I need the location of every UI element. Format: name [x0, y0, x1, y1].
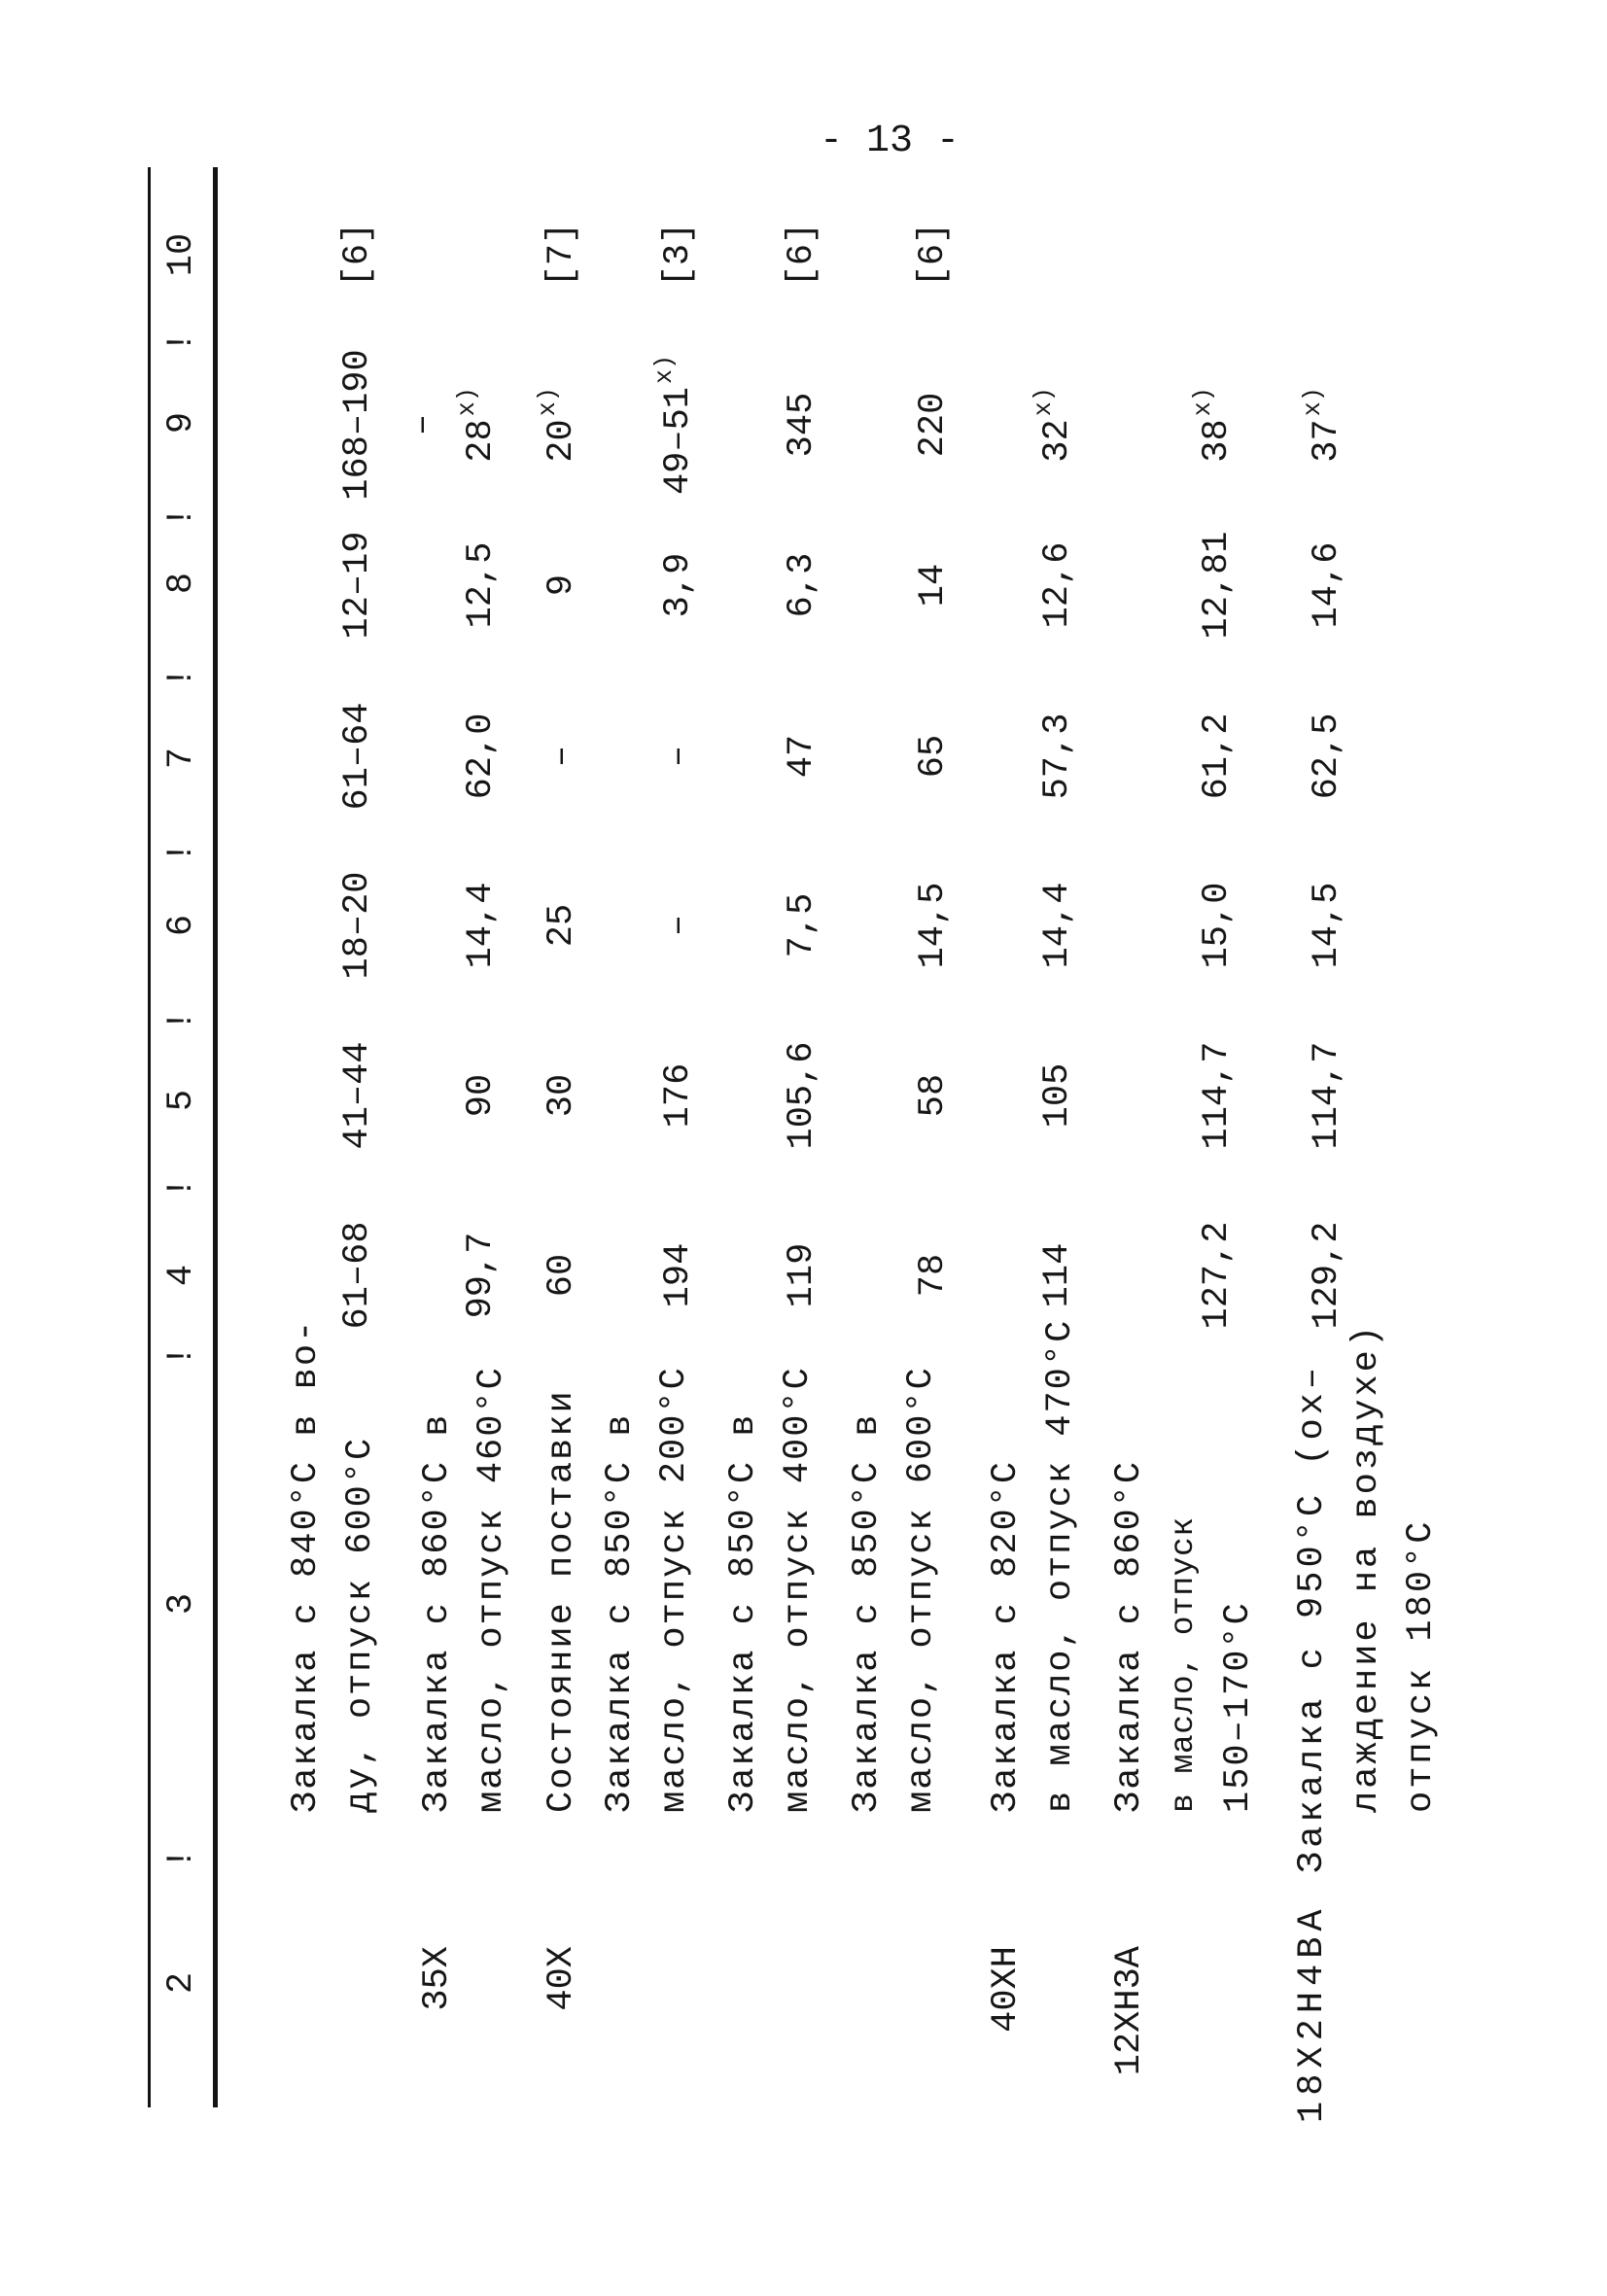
cell-col6: 14,4 [461, 882, 502, 969]
cell-value: 168–190 [337, 349, 378, 501]
cell-col7: 62,5 [1307, 713, 1347, 800]
column-number: 2 [161, 1971, 202, 1995]
treatment-line: лаждение на воздухе) [1346, 1322, 1387, 1813]
cell-col9 [535, 342, 592, 507]
treatment-line: масло, отпуск 200°С [654, 1366, 695, 1813]
cell-col8: 14,6 [1307, 541, 1347, 629]
steel-grade: 18Х2Н4ВА [1292, 1903, 1333, 2123]
treatment-line: масло, отпуск 600°С [901, 1366, 942, 1813]
cell-col4: 99,7 [461, 1232, 502, 1319]
column-separator: ! [161, 666, 202, 689]
cell-col5: 41–44 [337, 1041, 378, 1150]
treatment-line: Закалка с 950°С (ох– [1292, 1363, 1333, 1873]
cell-col6: 14,5 [913, 882, 954, 969]
column-separator: ! [161, 330, 202, 354]
cell-col5: 114,7 [1197, 1041, 1238, 1150]
cell-col6: 15,0 [1197, 882, 1238, 969]
cell-value: 20 [541, 419, 582, 463]
cell-col9 [1190, 342, 1247, 507]
steel-grade: 40ХН [986, 1946, 1027, 2033]
treatment-line: отпуск 180°С [1401, 1518, 1442, 1813]
reference: [3] [658, 222, 699, 288]
cell-col6: 14,5 [1307, 882, 1347, 969]
cell-col4: 119 [782, 1242, 822, 1308]
cell-col9 [906, 342, 961, 507]
treatment-line: Закалка с 860°С в [417, 1412, 458, 1813]
cell-col9 [1300, 342, 1357, 507]
treatment-line: масло, отпуск 400°С [778, 1366, 819, 1813]
column-number-header [155, 0, 209, 2296]
treatment-line: 150–170°С [1218, 1601, 1259, 1813]
column-number: 3 [161, 1592, 202, 1616]
cell-value: 38 [1197, 419, 1238, 463]
column-number: 5 [161, 1089, 202, 1112]
column-separator: ! [161, 505, 202, 529]
cell-col7: – [658, 745, 699, 768]
treatment-line: Закалка с 860°С [1109, 1459, 1150, 1813]
cell-value: 37 [1307, 419, 1347, 463]
cell-col5: 90 [461, 1073, 502, 1118]
cell-col9 [1031, 342, 1088, 507]
cell-col5: 58 [913, 1073, 954, 1118]
dash-mark: – [402, 413, 443, 436]
footnote-mark: x) [453, 387, 481, 417]
treatment-line: масло, отпуск 460°С [472, 1366, 512, 1813]
cell-col5: 114,7 [1307, 1041, 1347, 1150]
treatment-line: Закалка с 850°С в [723, 1412, 764, 1813]
cell-col9 [454, 342, 511, 507]
cell-col7: 65 [913, 734, 954, 779]
cell-col6: 25 [541, 903, 582, 948]
cell-col8: 12,81 [1197, 531, 1238, 640]
cell-col6: 18–20 [337, 871, 378, 980]
cell-col8: 14 [913, 563, 954, 608]
cell-col8: 6,3 [782, 552, 822, 618]
cell-col9 [331, 342, 385, 507]
cell-col8: 12,5 [461, 541, 502, 629]
treatment-line: Закалка с 820°С [986, 1459, 1027, 1813]
treatment-line: ду, отпуск 600°С [340, 1436, 381, 1813]
treatment-line: в масло, отпуск [1166, 1516, 1202, 1813]
cell-col7: 61,2 [1197, 713, 1238, 800]
cell-col8: 12,6 [1037, 541, 1078, 629]
column-number: 8 [161, 572, 202, 595]
cell-col4: 60 [541, 1253, 582, 1298]
treatment-line: в масло, отпуск 470°С [1040, 1318, 1081, 1813]
cell-col4: 61–68 [337, 1221, 378, 1330]
cell-col7: 61–64 [337, 702, 378, 811]
footnote-mark: x) [534, 387, 562, 417]
column-separator: ! [161, 1847, 202, 1870]
cell-col8: 9 [541, 574, 582, 597]
column-separator: ! [161, 1176, 202, 1200]
treatment-line: Закалка с 850°С в [847, 1412, 888, 1813]
column-separator: ! [161, 1009, 202, 1032]
footnote-mark: x) [1299, 387, 1327, 417]
cell-col6: 7,5 [782, 892, 822, 958]
reference: [6] [782, 222, 822, 288]
header-bottom-rule [213, 167, 218, 2107]
cell-value: 32 [1037, 419, 1078, 463]
column-number: 10 [161, 232, 202, 277]
cell-col5: 105 [1037, 1062, 1078, 1129]
footnote-mark: x) [1030, 387, 1058, 417]
column-number: 4 [161, 1264, 202, 1287]
column-number: 7 [161, 747, 202, 770]
cell-col9 [775, 342, 829, 507]
treatment-line: Закалка с 850°С в [600, 1412, 641, 1813]
cell-col6: 14,4 [1037, 882, 1078, 969]
cell-col5: 176 [658, 1062, 699, 1129]
cell-col5: 30 [541, 1073, 582, 1118]
cell-col4: 114 [1037, 1242, 1078, 1308]
cell-col9 [651, 342, 709, 507]
column-separator: ! [161, 1344, 202, 1368]
steel-grade: 40Х [541, 1946, 582, 2011]
cell-value: 49–51 [658, 387, 699, 496]
cell-col4: 127,2 [1197, 1221, 1238, 1330]
cell-value: 345 [782, 392, 822, 458]
cell-col4: 129,2 [1307, 1221, 1347, 1330]
column-number: 6 [161, 914, 202, 937]
cell-col8: 12–19 [337, 531, 378, 640]
table-top-rule [148, 167, 151, 2107]
footnote-mark: x) [1189, 387, 1217, 417]
reference: [6] [913, 222, 954, 288]
treatment-line: Состояние поставки [541, 1389, 582, 1813]
cell-value: 220 [913, 392, 954, 458]
footnote-mark: x) [650, 354, 679, 384]
cell-col7: 62,0 [461, 713, 502, 800]
table-row [1102, 0, 1268, 2296]
steel-grade: 12ХН3А [1109, 1946, 1150, 2076]
table-row [1285, 0, 1450, 2296]
reference: [6] [337, 222, 378, 288]
cell-col5: 105,6 [782, 1041, 822, 1150]
cell-col7: 57,3 [1037, 713, 1078, 800]
page-number: - 13 - [820, 120, 961, 163]
cell-col8: 3,9 [658, 552, 699, 618]
cell-col7: – [541, 745, 582, 768]
cell-col7: 47 [782, 734, 822, 779]
cell-col6: – [658, 914, 699, 937]
column-separator: ! [161, 841, 202, 864]
steel-grade: 35Х [417, 1946, 458, 2011]
reference: [7] [541, 222, 582, 288]
cell-col4: 194 [658, 1242, 699, 1308]
column-number: 9 [161, 411, 202, 435]
cell-col4: 78 [913, 1253, 954, 1298]
treatment-line: Закалка с 840°С в во- [286, 1318, 327, 1813]
cell-value: 28 [461, 419, 502, 463]
